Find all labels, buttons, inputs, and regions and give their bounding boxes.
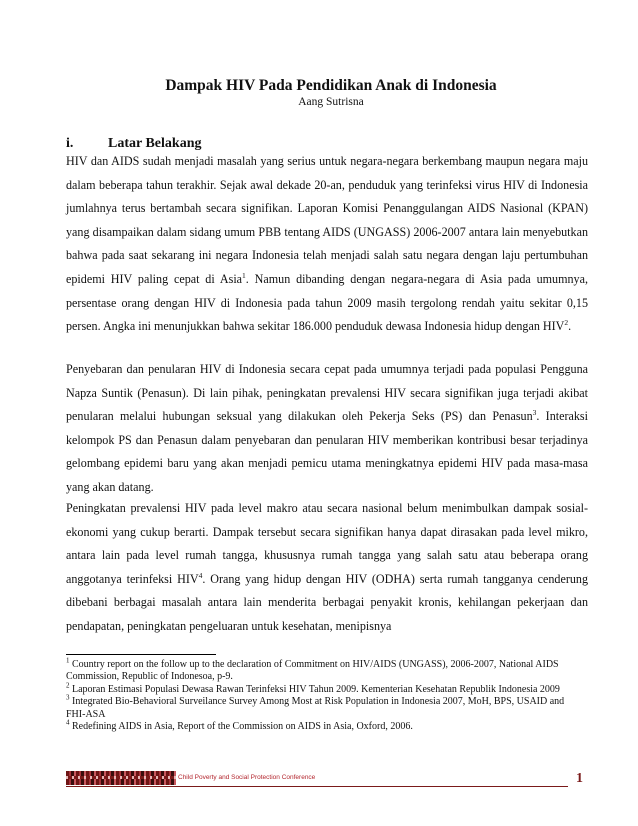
section-title: Latar Belakang <box>108 136 202 151</box>
footnote-ref-2[interactable]: 2 <box>564 318 569 328</box>
footnote-number: 1 <box>66 656 70 665</box>
footnote-ref-1[interactable]: 1 <box>242 270 246 280</box>
paragraph-1 <box>66 150 588 339</box>
footnote-item <box>66 681 586 696</box>
footnote-text: Laporan Estimasi Populasi Dewasa Rawan Terinfeksi HIV Tahun 2009. Kementerian Kesehatan Republik Indonesia 2009 <box>72 683 560 695</box>
document-author: Aang Sutrisna <box>298 96 364 108</box>
paragraph-1-text-a: HIV dan AIDS sudah menjadi masalah yang serius untuk negara-negara berkembang maupun negara maju dalam beberapa tahun terakhir. Sejak awal dekade 20-an, penduduk yang terinfeksi virus HIV di Indonesia jumlahnya terus bertambah secara signifikan. Laporan Komisi Penanggulangan AIDS Nasional (KPAN) yang disampaikan dalam sidang umum PBB tentang AIDS (UNGASS) 2006-2007 antara lain menyebutkan bahwa pada saat sekarang ini negara Indonesia telah menjadi salah satu negara dengan laju pertumbuhan epidemi HIV paling cepat di Asia <box>66 154 588 286</box>
footnote-number: 4 <box>66 719 70 728</box>
paragraph-1-text-c: . <box>568 319 572 334</box>
paragraph-3 <box>66 497 588 639</box>
page-number: 1 <box>576 771 583 786</box>
paragraph-2-text-b: . Interaksi kelompok PS dan Penasun dalam penyebaran dan penularan HIV memberikan kontribusi besar terjadinya gelombang epidemi baru yang akan menjadi pemicu utama meningkatnya epidemi HIV pada masa-masa yang akan datang. <box>66 409 588 494</box>
paragraph-1-text-b: . Namun dibanding dengan negara-negara di Asia pada umumnya, persentase orang dengan HIV di Indonesia pada tahun 2009 masih tergolong rendah yaitu sekitar 0,15 persen. Angka ini menunjukkan bahwa sekitar 186.000 penduduk dewasa Indonesia hidup dengan HIV <box>66 271 588 334</box>
footnote-text: Country report on the follow up to the declaration of Commitment on HIV/AIDS (UNGASS), 2006-2007, National AIDS Commission, Republic of Indonesoa, p-9. <box>66 659 559 683</box>
footnote-number: 3 <box>66 694 70 703</box>
paragraph-2-text-a: Penyebaran dan penularan HIV di Indonesia secara cepat pada umumnya terjadi pada populasi Pengguna Napza Suntik (Penasun). Di lain pihak, peningkatan prevalensi HIV secara signifikan juga terjadi akibat penularan melalui hubungan seksual yang dilakukan oleh Pekerja Seks (PS) dan Penasun <box>66 362 588 424</box>
footnote-item <box>66 696 586 721</box>
footnote-item <box>66 721 586 733</box>
footnote-text: Integrated Bio-Behavioral Surveilance Survey Among Most at Risk Population in Indonesia 2007, MoH, BPS, USAID and FHI-ASA <box>66 696 565 720</box>
footer-rule <box>66 786 568 787</box>
paragraph-3-text-b: . Orang yang hidup dengan HIV (ODHA) serta rumah tangganya cenderung dibebani berbagai masalah antara lain menderita berbagai penyakit kronis, kehilangan pekerjaan dan pendapatan, peningkatan pengeluaran untuk kesehatan, menipisnya <box>66 571 588 633</box>
section-number: i. <box>66 136 74 151</box>
footnote-number: 2 <box>66 681 70 690</box>
footnote-ref-4[interactable]: 4 <box>198 570 203 580</box>
footnote-item <box>66 656 586 684</box>
footnote-separator <box>66 654 216 655</box>
paragraph-2 <box>66 358 588 500</box>
footer-conference-label: Child Poverty and Social Protection Conference <box>178 774 316 781</box>
footnote-text: Redefining AIDS in Asia, Report of the Commission on AIDS in Asia, Oxford, 2006. <box>72 721 413 733</box>
footnotes <box>66 656 586 734</box>
paragraph-3-text-a: Peningkatan prevalensi HIV pada level makro atau secara nasional belum menimbulkan dampak sosial-ekonomi yang cukup berarti. Dampak tersebut secara signifikan hanya dapat dirasakan pada level mikro, antara lain pada level rumah tangga, khususnya rumah tangga yang salah satu atau beberapa orang anggotanya terinfeksi HIV <box>66 501 588 586</box>
footer-decorative-band <box>66 771 176 785</box>
footnote-ref-3[interactable]: 3 <box>532 408 537 418</box>
document-title: Dampak HIV Pada Pendidikan Anak di Indonesia <box>165 77 497 94</box>
